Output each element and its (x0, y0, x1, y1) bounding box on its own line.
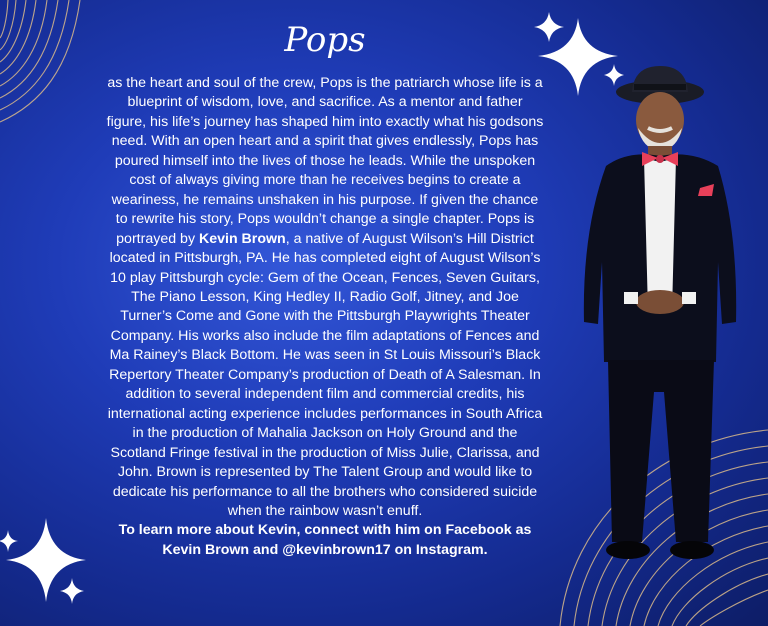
actor-photo (568, 62, 764, 582)
curved-lines-top-left (0, 0, 80, 122)
sparkle-icon (0, 530, 18, 552)
sparkle-icon (60, 578, 84, 604)
bio-intro: as the heart and soul of the crew, Pops is the patriarch whose life is a blueprint of wisdom, love, and sacrifice. As a mentor and father figure, his life’s journey has shaped him into exactly what his godsons need. With an open heart and a spirit that gives endlessly, Pops has poured himself into the lives of those he leads. While the unspoken cost of always giving more than he receives begins to create a weariness, he remains unshaken in his purpose. If given the chance to rewrite his story, Pops wouldn’t change a single chapter. Pops is portrayed by (106, 75, 544, 247)
actor-name: Kevin Brown (198, 230, 286, 247)
bio-body: , a native of August Wilson’s Hill District located in Pittsburgh, PA. He has completed eight of August Wilson’s 10 play Pittsburgh cycle: Gem of the Ocean, Fences, Seven Guitars, The Piano Lesson, King Hedley II, Radio Golf, Jitney, and Joe Turner’s Come and Gone with the Pittsburgh Playwrights Theater Company. His works also include the film adaptations of Fences and Ma Rainey’s Black Bottom. He was seen in St Louis Missouri’s Black Repertory Theater Company’s production of Death of A Salesman. In addition to several independent film and commercial credits, his international acting experience includes performances in South Africa in the production of Mahalia Jackson on Holy Ground and the Scotland Fringe festival in the production of Miss Julie, Clarissa, and John. Brown is represented by The Talent Group and would like to dedicate his performance to all the brothers who considered suicide when the rainbow wasn’t enuff. (107, 230, 543, 519)
bio-text (106, 74, 544, 560)
social-call-to-action: To learn more about Kevin, connect with him on Facebook as Kevin Brown and @kevinbrown17 on Instagram. (118, 522, 532, 558)
sparkle-icon (534, 12, 564, 42)
page-title: Pops (284, 20, 366, 60)
